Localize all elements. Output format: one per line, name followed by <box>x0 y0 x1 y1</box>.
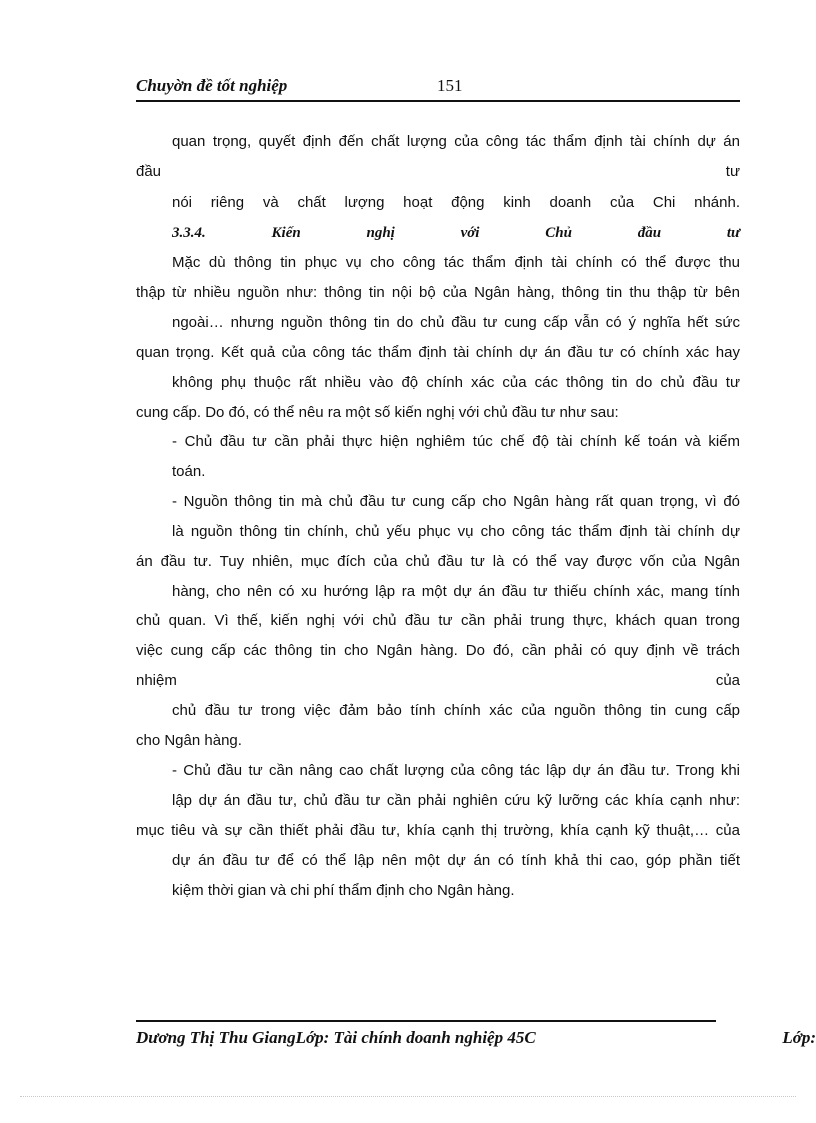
text-line: hàng, cho nên có xu hướng lập ra một dự án đầu tư thiếu chính xác, mang tính <box>172 583 740 600</box>
text-line: dự án đầu tư để có thể lập nên một dự án có tính khả thi cao, góp phần tiết <box>172 852 740 869</box>
text-line: ngoài… nhưng nguồn thông tin do chủ đầu tư cung cấp vẫn có ý nghĩa hết sức <box>172 314 740 331</box>
text-word: tư <box>725 163 740 180</box>
text-line: mục tiêu và sự cần thiết phải đầu tư, khía cạnh thị trường, khía cạnh kỹ thuật,… của <box>136 822 740 839</box>
footer-rule <box>136 1020 716 1022</box>
text-word: của <box>715 672 740 689</box>
text-line: - Chủ đầu tư cần phải thực hiện nghiêm túc chế độ tài chính kế toán và kiểm <box>172 433 740 450</box>
text-line <box>136 160 740 184</box>
page-edge-dotted-line <box>20 1096 796 1097</box>
text-line: cho Ngân hàng. <box>136 732 242 749</box>
page-footer <box>136 1020 816 1050</box>
text-line: quan trọng, quyết định đến chất lượng của công tác thẩm định tài chính dự án <box>172 133 740 150</box>
page-number: 151 <box>437 76 463 95</box>
text-line: việc cung cấp các thông tin cho Ngân hàng. Do đó, cần phải có quy định về trách <box>136 642 740 659</box>
text-line: Mặc dù thông tin phục vụ cho công tác thẩm định tài chính có thể được thu <box>172 254 740 271</box>
text-word: nhiệm <box>136 672 177 689</box>
text-line: lập dự án đầu tư, chủ đầu tư cần phải nghiên cứu kỹ lưỡng các khía cạnh như: <box>172 792 740 809</box>
text-line: kiệm thời gian và chi phí thẩm định cho Ngân hàng. <box>172 882 515 899</box>
text-line: - Chủ đầu tư cần nâng cao chất lượng của công tác lập dự án đầu tư. Trong khi <box>172 762 740 779</box>
text-line: cung cấp. Do đó, có thể nêu ra một số kiến nghị với chủ đầu tư như sau: <box>136 404 619 421</box>
text-line: chủ quan. Vì thế, kiến nghị với chủ đầu tư cần phải trung thực, khách quan trong <box>136 612 740 629</box>
text-line <box>136 669 740 693</box>
text-line: nói riêng và chất lượng hoạt động kinh doanh của Chi nhánh. <box>172 194 740 211</box>
text-line: là nguồn thông tin chính, chủ yếu phục vụ cho công tác thẩm định tài chính dự <box>172 523 740 540</box>
text-line: quan trọng. Kết quả của công tác thẩm định tài chính dự án đầu tư có chính xác hay <box>136 344 740 361</box>
text-line: không phụ thuộc rất nhiều vào độ chính xác của các thông tin do chủ đầu tư <box>172 374 740 391</box>
text-line: án đầu tư. Tuy nhiên, mục đích của chủ đầu tư là có thể vay được vốn của Ngân <box>136 553 740 570</box>
text-word: đầu <box>136 163 162 180</box>
text-line: chủ đầu tư trong việc đảm bảo tính chính xác của nguồn thông tin cung cấp <box>172 702 740 719</box>
section-heading: 3.3.4. Kiến nghị với Chủ đầu tư <box>172 225 740 241</box>
text-line: toán. <box>172 463 206 480</box>
footer-author-class: Dương Thị Thu GiangLớp: Tài chính doanh nghiệp 45C <box>136 1028 536 1047</box>
text-line: - Nguồn thông tin mà chủ đầu tư cung cấp cho Ngân hàng rất quan trọng, vì đó <box>172 493 740 510</box>
footer-class-label: Lớp: <box>782 1028 816 1047</box>
header-title: Chuyờn đề tốt nghiệp <box>136 76 288 95</box>
text-line: thập từ nhiều nguồn như: thông tin nội bộ của Ngân hàng, thông tin thu thập từ bên <box>136 284 740 301</box>
